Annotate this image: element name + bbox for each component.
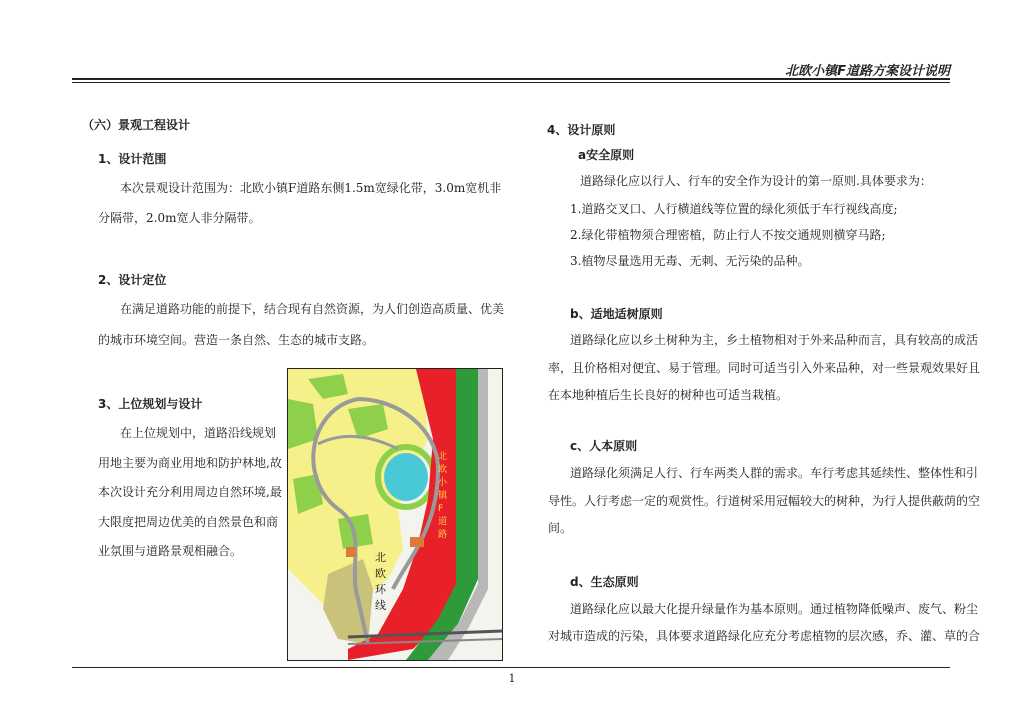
section-title: （六）景观工程设计	[82, 118, 191, 132]
heading-positioning: 2、设计定位	[98, 273, 167, 287]
paragraph-line: 的城市环境空间。营造一条自然、生态的城市支路。	[98, 333, 375, 347]
paragraph-line: 本次设计充分利用周边自然环境,最	[98, 485, 282, 499]
heading-ecology: d、生态原则	[570, 575, 639, 589]
paragraph-line: 道路绿化应以行人、行车的安全作为设计的第一原则.具体要求为：	[580, 174, 932, 188]
heading-safety: a安全原则	[578, 148, 635, 162]
paragraph-line: 道路绿化应以最大化提升绿量作为基本原则。通过植物降低噪声、废气、粉尘	[570, 602, 979, 616]
heading-local-trees: b、适地适树原则	[570, 307, 663, 321]
map-label-f-road: 北欧小镇 F 道路	[438, 452, 448, 540]
paragraph-line: 在上位规划中，道路沿线规划	[120, 426, 277, 440]
paragraph-line: 大限度把周边优美的自然景色和商	[98, 515, 279, 529]
header-rule-thin	[72, 82, 950, 83]
paragraph-line: 在满足道路功能的前提下，结合现有自然资源，为人们创造高质量、优美	[120, 302, 505, 316]
paragraph-line: 道路绿化应以乡土树种为主，乡土植物相对于外来品种而言，具有较高的成活	[570, 333, 979, 347]
paragraph-line: 本次景观设计范围为：北欧小镇F道路东侧1.5m宽绿化带，3.0m宽机非	[120, 181, 502, 195]
paragraph-line: 率，且价格相对便宜、易于管理。同时可适当引入外来品种，对一些景观效果好且	[548, 361, 981, 375]
paragraph-line: 1.道路交叉口、人行横道线等位置的绿化须低于车行视线高度;	[570, 202, 898, 216]
heading-planning: 3、上位规划与设计	[98, 397, 203, 411]
heading-principles: 4、设计原则	[547, 123, 616, 137]
footer-rule	[72, 667, 950, 668]
page-number: 1	[508, 672, 516, 685]
paragraph-line: 对城市造成的污染，具体要求道路绿化应充分考虑植物的层次感，乔、灌、草的合	[548, 629, 981, 643]
map-label-ring-road: 北欧环线	[375, 551, 386, 612]
paragraph-line: 在本地种植后生长良好的树种也可适当栽植。	[548, 388, 789, 402]
paragraph-line: 道路绿化须满足人行、行车两类人群的需求。车行考虑其延续性、整体性和引	[570, 466, 979, 480]
header-rule	[72, 78, 950, 80]
paragraph-line: 间。	[548, 521, 573, 535]
paragraph-line: 2.绿化带植物须合理密植，防止行人不按交通规则横穿马路;	[570, 228, 886, 242]
paragraph-line: 3.植物尽量选用无毒、无刺、无污染的品种。	[570, 254, 810, 268]
heading-human: c、人本原则	[570, 439, 638, 453]
paragraph-line: 分隔带，2.0m宽人非分隔带。	[98, 211, 261, 225]
paragraph-line: 业氛围与道路景观相融合。	[98, 544, 243, 558]
paragraph-line: 用地主要为商业用地和防护林地,故	[98, 456, 282, 470]
header-title: 北欧小镇F道路方案设计说明	[785, 64, 950, 79]
heading-scope: 1、设计范围	[98, 152, 167, 166]
paragraph-line: 导性。人行考虑一定的观赏性。行道树采用冠幅较大的树种，为行人提供蔽荫的空	[548, 494, 981, 508]
site-plan-map	[287, 368, 503, 661]
